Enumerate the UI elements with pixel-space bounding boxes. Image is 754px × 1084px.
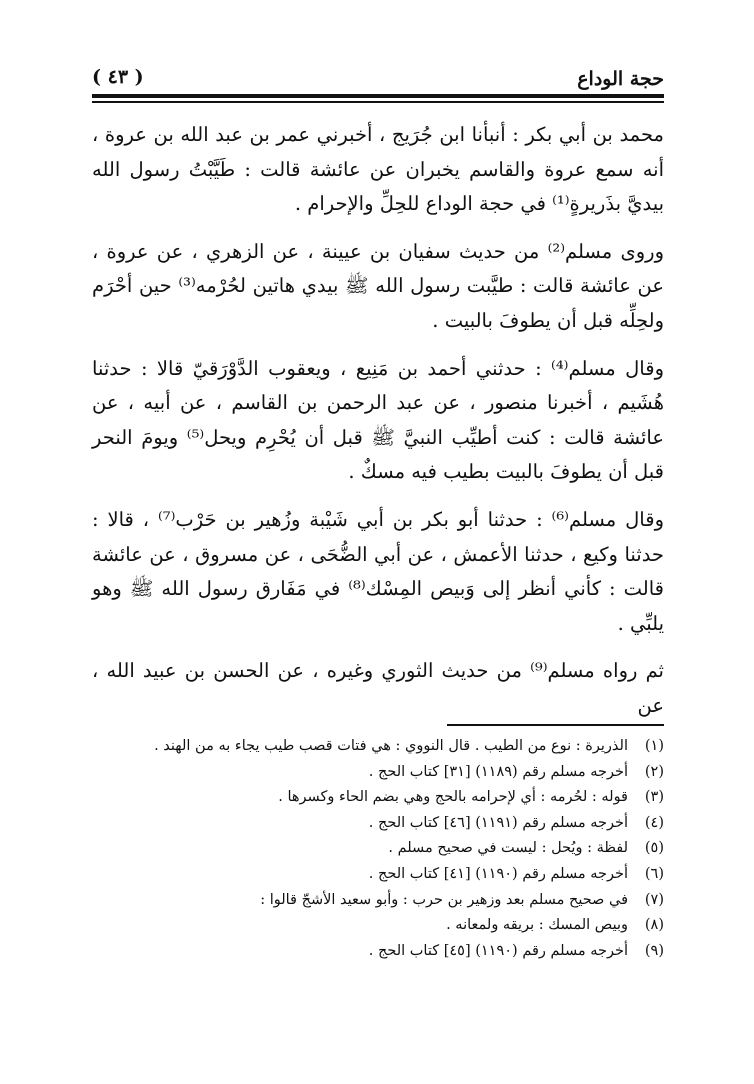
- footnote-number: (٦): [644, 865, 664, 882]
- footnote-number: (٥): [644, 840, 664, 857]
- footnote-separator: [447, 724, 664, 726]
- footnote-text: في صحيح مسلم بعد وزهير بن حرب : وأبو سعيد الأشجّ قالوا :: [260, 891, 628, 908]
- footnote-text: لفظة : ويُحل : ليست في صحيح مسلم .: [388, 840, 628, 857]
- footnote-text: أخرجه مسلم رقم (١١٩٠) [٤٥] كتاب الحج .: [368, 942, 628, 959]
- main-text: [92, 118, 664, 724]
- footnote-number: (٤): [644, 814, 664, 831]
- header-rule-thick: [92, 94, 664, 98]
- footnote-number: (٢): [644, 763, 664, 780]
- footnote-text: أخرجه مسلم رقم (١١٨٩) [٣١] كتاب الحج .: [368, 763, 628, 780]
- footnote-text: قوله : لحُرمه : أي لإحرامه بالحج وهي بضم الحاء وكسرها .: [278, 789, 628, 806]
- footnote-text: أخرجه مسلم رقم (١١٩١) [٤٦] كتاب الحج .: [368, 814, 628, 831]
- footnote-text: الذريرة : نوع من الطيب . قال النووي : هي فتات قصب طيب يجاء به من الهند .: [154, 738, 628, 754]
- page-header: [92, 66, 664, 92]
- paragraph: وقال مسلم⁽⁶⁾ : حدثنا أبو بكر بن أبي شَيْبة وزُهير بن حَرْب⁽⁷⁾ ، قالا : حدثنا وكيع ، حدثنا الأعمش ، عن أبي الضُّحَى ، عن مسروق ، عن عائشة قالت : كأني أنظر إلى وَبيص المِسْك⁽⁸⁾ في مَفَارق رسول الله ﷺ وهو يلبِّي .: [92, 507, 664, 635]
- paragraph: وروى مسلم⁽²⁾ من حديث سفيان بن عيينة ، عن الزهري ، عن عروة ، عن عائشة قالت : طيَّبت رسول الله ﷺ بيدي هاتين لحُرْمه⁽³⁾ حين أحْرَم ولحِلِّه قبل أن يطوفَ بالبيت .: [92, 239, 664, 332]
- footnote: [92, 862, 664, 888]
- footnote-number: (٩): [644, 942, 664, 959]
- paragraph: ثم رواه مسلم⁽⁹⁾ من حديث الثوري وغيره ، عن الحسن بن عبيد الله ، عن: [92, 659, 664, 717]
- paragraph: وقال مسلم⁽⁴⁾ : حدثني أحمد بن مَنِيع ، ويعقوب الدَّوْرَقيّ قالا : حدثنا هُشَيم ، أخبرنا منصور ، عن عبد الرحمن بن القاسم ، عن أبيه ، عن عائشة قالت : كنت أطيِّب النبيَّ ﷺ قبل أن يُحْرِم ويحل⁽⁵⁾ ويومَ النحر قبل أن يطوفَ بالبيت بطيب فيه مسكٌ .: [92, 356, 664, 484]
- footnote: [92, 785, 664, 811]
- footnote: [92, 939, 664, 965]
- footnote: [92, 888, 664, 914]
- footnote: [92, 836, 664, 862]
- footnote-number: (٨): [644, 917, 664, 934]
- footnote-number: (١): [644, 738, 664, 754]
- footnotes: [92, 734, 664, 964]
- footnote-number: (٣): [644, 789, 664, 806]
- footnote-number: (٧): [644, 891, 664, 908]
- running-title: حجة الوداع: [577, 68, 664, 90]
- footnote: [92, 734, 664, 760]
- footnote: [92, 811, 664, 837]
- header-rule-thin: [92, 101, 664, 103]
- paragraph: محمد بن أبي بكر : أنبأنا ابن جُرَيج ، أخبرني عمر بن عبد الله بن عروة ، أنه سمع عروة والقاسم يخبران عن عائشة قالت : طَيَّبْتُ رسول الله بيديَّ بذَريرةٍ⁽¹⁾ في حجة الوداع للحِلِّ والإحرام .: [92, 123, 664, 216]
- footnote: [92, 760, 664, 786]
- footnote-text: أخرجه مسلم رقم (١١٩٠) [٤١] كتاب الحج .: [368, 865, 628, 882]
- footnote: [92, 913, 664, 939]
- page-number: ( ٤٣ ): [92, 66, 144, 88]
- footnote-text: وبيص المسك : بريقه ولمعانه .: [446, 917, 628, 934]
